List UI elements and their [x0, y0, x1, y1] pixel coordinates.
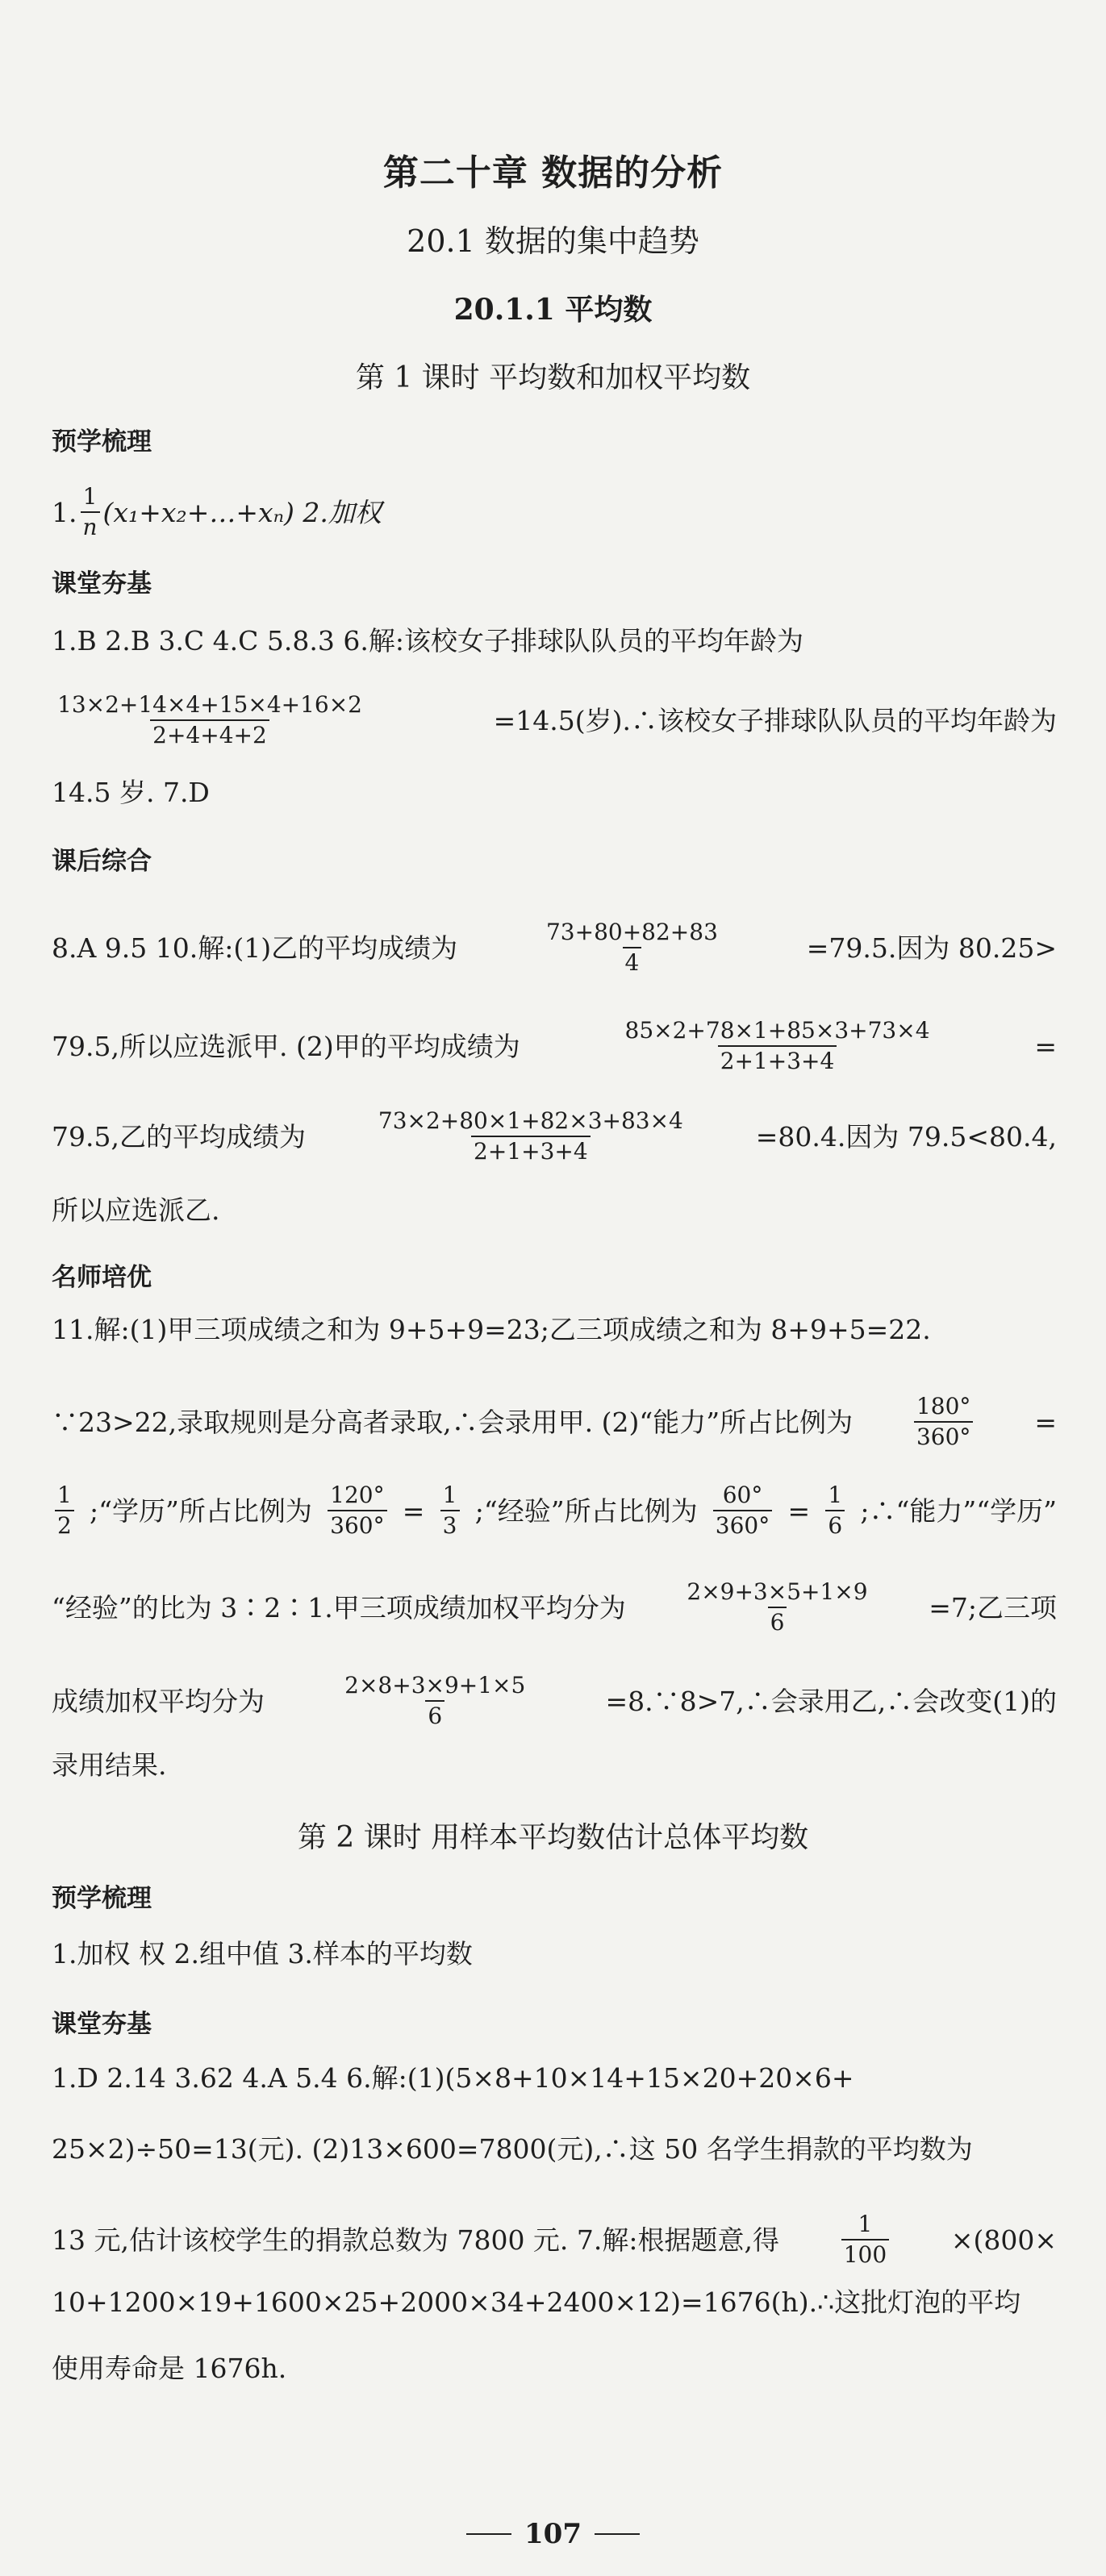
- answer-line-12: [52, 1579, 1057, 1636]
- answer-line-4: [52, 779, 1057, 806]
- page-number-text: 107: [524, 2518, 582, 2550]
- answer-line-11: [52, 1482, 1057, 1539]
- subsection-title: 20.1.1 平均数: [453, 293, 653, 327]
- text: ∵23>22,录取规则是分高者录取,∴会录用甲. (2)“能力”所占比例为: [52, 1406, 853, 1438]
- denominator: 360°: [914, 1421, 973, 1450]
- numerator: 1: [82, 483, 98, 510]
- fraction: [684, 1579, 870, 1636]
- heading-homework: 课后综合: [52, 847, 152, 876]
- denominator: 6: [768, 1607, 787, 1636]
- dash-right: [595, 2533, 640, 2535]
- text: 使用寿命是 1676h.: [52, 2353, 287, 2384]
- text: “经验”的比为 3∶2∶1.甲三项成绩加权平均分为: [52, 1591, 626, 1624]
- answer-line-9: [52, 1316, 1057, 1343]
- text: 1.: [52, 496, 77, 528]
- answer-line-10: [52, 1394, 1057, 1450]
- fraction: [841, 2211, 889, 2268]
- denominator: 2: [55, 1510, 74, 1539]
- fraction: [544, 919, 720, 976]
- answer-line-5: [52, 919, 1057, 976]
- fraction: [376, 1108, 686, 1165]
- text: =: [1034, 1406, 1057, 1438]
- denominator: 2+1+3+4: [718, 1045, 837, 1074]
- text: 14.5 岁. 7.D: [52, 777, 210, 808]
- numerator: 73+80+82+83: [545, 919, 718, 945]
- text: 1.加权 权 2.组中值 3.样本的平均数: [52, 1938, 473, 1970]
- answer-line-6: [52, 1018, 1057, 1074]
- numerator: 1: [442, 1482, 457, 1508]
- answer-line-14: [52, 1749, 1057, 1781]
- denominator: 4: [623, 947, 642, 976]
- fraction: [55, 1482, 74, 1539]
- answer-line-18: [52, 2211, 1057, 2268]
- fraction: [914, 1394, 973, 1450]
- text: 10+1200×19+1600×25+2000×34+2400×12)=1676(h).∴这批灯泡的平均: [52, 2286, 1021, 2318]
- text: =14.5(岁).∴该校女子排球队队员的平均年龄为: [493, 704, 1057, 736]
- answer-line-2: [52, 625, 1057, 657]
- answer-line-20: [52, 2355, 1057, 2382]
- fraction: [342, 1673, 528, 1729]
- text: 13 元,估计该校学生的捐款总数为 7800 元. 7.解:根据题意,得: [52, 2224, 780, 2256]
- numerator: 2×8+3×9+1×5: [344, 1672, 526, 1699]
- text: ×(800×: [950, 2224, 1057, 2256]
- section-title: 20.1 数据的集中趋势: [407, 223, 699, 259]
- text: =: [1034, 1030, 1057, 1062]
- lesson-2-title: 第 2 课时 用样本平均数估计总体平均数: [297, 1821, 809, 1854]
- text: =: [787, 1494, 811, 1527]
- page-number: [0, 2518, 1106, 2550]
- text: =80.4.因为 79.5<80.4,: [755, 1120, 1057, 1153]
- numerator: 180°: [916, 1393, 971, 1419]
- text: ;∴“能力”“学历”: [860, 1494, 1057, 1527]
- text: 25×2)÷50=13(元). (2)13×600=7800(元),∴这 50 名学生捐款的平均数为: [52, 2133, 973, 2165]
- denominator: n: [81, 511, 100, 540]
- text: (x₁+x₂+…+xₙ) 2.加权: [102, 496, 382, 528]
- text: 11.解:(1)甲三项成绩之和为 9+5+9=23;乙三项成绩之和为 8+9+5=22.: [52, 1314, 931, 1345]
- numerator: 120°: [330, 1482, 385, 1508]
- heading-classwork-1: 课堂夯基: [52, 569, 152, 598]
- text: =: [402, 1494, 425, 1527]
- answer-line-15: [52, 1938, 1057, 1970]
- text: =79.5.因为 80.25>: [806, 932, 1057, 964]
- numerator: 1: [828, 1482, 843, 1508]
- answer-line-16: [52, 2062, 1057, 2094]
- text: =7;乙三项: [929, 1591, 1057, 1624]
- dash-left: [466, 2533, 511, 2535]
- numerator: 60°: [722, 1482, 763, 1508]
- text: ;“经验”所占比例为: [474, 1494, 698, 1527]
- denominator: 6: [425, 1700, 444, 1729]
- denominator: 6: [825, 1510, 845, 1539]
- denominator: 3: [440, 1510, 460, 1539]
- text: ;“学历”所占比例为: [90, 1494, 312, 1527]
- numerator: 73×2+80×1+82×3+83×4: [378, 1107, 683, 1134]
- answer-line-17: [52, 2133, 1057, 2165]
- fraction: [713, 1482, 772, 1539]
- lesson-1-title: 第 1 课时 平均数和加权平均数: [355, 361, 751, 394]
- denominator: 360°: [713, 1510, 772, 1539]
- answer-line-8: [52, 1194, 1057, 1226]
- numerator: 85×2+78×1+85×3+73×4: [624, 1017, 930, 1044]
- numerator: 13×2+14×4+15×4+16×2: [57, 691, 362, 718]
- answer-line-1: [52, 484, 1057, 540]
- answer-line-13: [52, 1673, 1057, 1729]
- fraction: [623, 1018, 933, 1074]
- numerator: 1: [858, 2211, 873, 2237]
- denominator: 2+4+4+2: [150, 719, 269, 748]
- denominator: 360°: [328, 1510, 386, 1539]
- heading-advanced: 名师培优: [52, 1263, 152, 1292]
- text: 成绩加权平均分为: [52, 1685, 265, 1717]
- numerator: 1: [57, 1482, 72, 1508]
- heading-preview-1: 预学梳理: [52, 427, 152, 456]
- text: =8.∵8>7,∴会录用乙,∴会改变(1)的: [605, 1685, 1057, 1717]
- fraction: [81, 484, 100, 540]
- heading-classwork-2: 课堂夯基: [52, 2010, 152, 2039]
- fraction: [825, 1482, 845, 1539]
- answer-line-19: [52, 2286, 1057, 2318]
- text: 79.5,乙的平均成绩为: [52, 1120, 306, 1153]
- denominator: 2+1+3+4: [471, 1136, 591, 1165]
- text: 1.B 2.B 3.C 4.C 5.8.3 6.解:该校女子排球队队员的平均年龄为: [52, 625, 803, 657]
- text: 8.A 9.5 10.解:(1)乙的平均成绩为: [52, 932, 458, 964]
- chapter-title: 第二十章 数据的分析: [382, 152, 724, 194]
- numerator: 2×9+3×5+1×9: [687, 1578, 868, 1605]
- answer-line-7: [52, 1108, 1057, 1165]
- answer-line-3: [52, 692, 1057, 748]
- text: 79.5,所以应选派甲. (2)甲的平均成绩为: [52, 1030, 520, 1062]
- fraction: [328, 1482, 386, 1539]
- text: 录用结果.: [52, 1749, 167, 1781]
- text: 所以应选派乙.: [52, 1194, 220, 1226]
- denominator: 100: [841, 2239, 889, 2268]
- heading-preview-2: 预学梳理: [52, 1884, 152, 1913]
- text: 1.D 2.14 3.62 4.A 5.4 6.解:(1)(5×8+10×14+15×20+20×6+: [52, 2062, 854, 2094]
- fraction: [55, 692, 365, 748]
- fraction: [440, 1482, 460, 1539]
